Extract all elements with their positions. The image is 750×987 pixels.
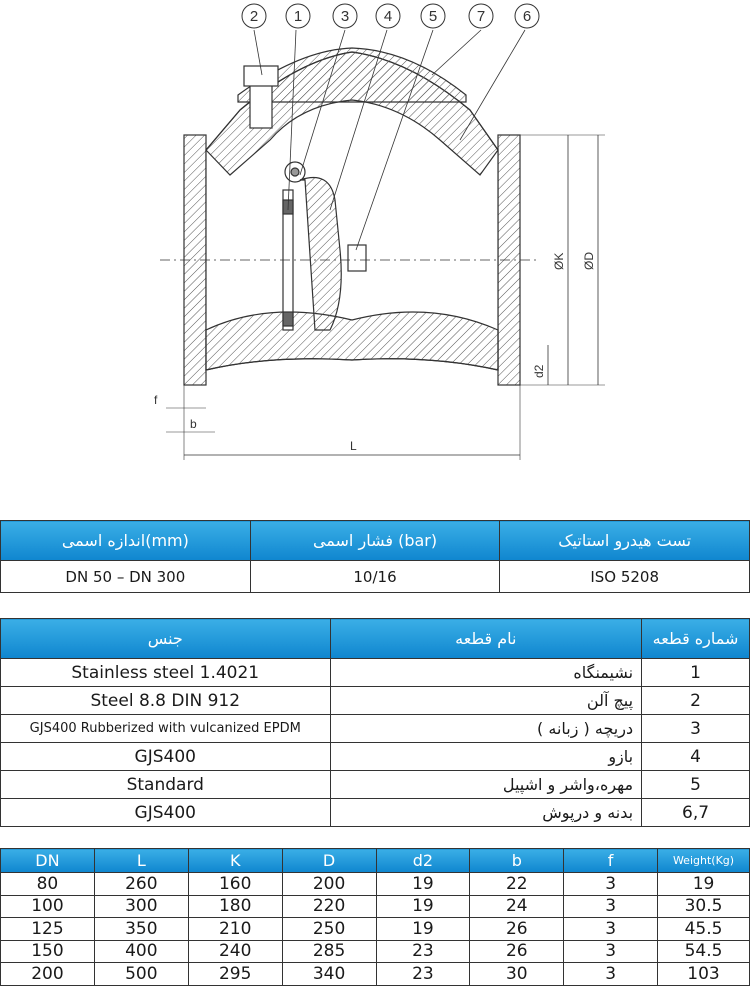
header-d: D [282, 849, 376, 873]
dim-label-L: L [350, 439, 357, 453]
cell-part-number: 3 [642, 715, 750, 743]
header-b: b [470, 849, 564, 873]
cell-part-number: 1 [642, 659, 750, 687]
cell-f: 3 [564, 895, 658, 918]
svg-text:6: 6 [522, 8, 532, 25]
cell-f: 3 [564, 873, 658, 896]
header-nominal-pressure: فشار اسمی (bar) [250, 521, 500, 561]
table-row [1, 659, 750, 687]
cell-d: 285 [282, 940, 376, 963]
cell-d2: 23 [376, 963, 470, 986]
cell-b: 30 [470, 963, 564, 986]
cell-k: 295 [188, 963, 282, 986]
cell-weight: 45.5 [658, 918, 750, 941]
cell-l: 260 [94, 873, 188, 896]
header-part-name: نام قطعه [330, 619, 642, 659]
balloon [286, 4, 310, 28]
cell-material: Standard [1, 771, 331, 799]
cell-part-name: بدنه و درپوش [330, 799, 642, 827]
cell-weight: 19 [658, 873, 750, 896]
nut-washer [348, 245, 366, 271]
table-row [1, 963, 750, 986]
dim-label-f: f [154, 393, 158, 407]
header-d2: d2 [376, 849, 470, 873]
cell-material: Stainless steel 1.4021 [1, 659, 331, 687]
dim-label-phiD: ØD [582, 252, 596, 270]
cell-dn: 125 [1, 918, 95, 941]
cell-f: 3 [564, 918, 658, 941]
cell-l: 300 [94, 895, 188, 918]
cell-b: 26 [470, 918, 564, 941]
value-nominal-pressure: 10/16 [250, 561, 500, 593]
header-hydro-test: تست هیدرو استاتیک [500, 521, 750, 561]
cell-k: 240 [188, 940, 282, 963]
table-row [1, 799, 750, 827]
cell-dn: 80 [1, 873, 95, 896]
header-weight: Weight(Kg) [658, 849, 750, 873]
cell-d: 340 [282, 963, 376, 986]
dim-label-phiK: ØK [552, 252, 566, 270]
cell-weight: 103 [658, 963, 750, 986]
table-row [1, 895, 750, 918]
value-nominal-size: DN 50 – DN 300 [1, 561, 251, 593]
cell-d2: 19 [376, 895, 470, 918]
header-f: f [564, 849, 658, 873]
table-row [1, 715, 750, 743]
cell-part-name: دریچه ( زبانه ) [330, 715, 642, 743]
cell-k: 160 [188, 873, 282, 896]
svg-text:2: 2 [249, 8, 259, 25]
balloon [333, 4, 357, 28]
svg-text:5: 5 [428, 8, 438, 25]
cell-f: 3 [564, 940, 658, 963]
cell-d: 250 [282, 918, 376, 941]
parts-table [0, 618, 750, 827]
table-row [1, 918, 750, 941]
cell-material: Steel 8.8 DIN 912 [1, 687, 331, 715]
header-l: L [94, 849, 188, 873]
table-row [1, 771, 750, 799]
cell-part-number: 2 [642, 687, 750, 715]
body-wall-bottom [206, 312, 498, 370]
cell-dn: 200 [1, 963, 95, 986]
table-row [1, 873, 750, 896]
cell-part-number: 5 [642, 771, 750, 799]
cell-part-name: نشیمنگاه [330, 659, 642, 687]
cell-part-number: 6,7 [642, 799, 750, 827]
cell-material: GJS400 [1, 799, 331, 827]
svg-text:3: 3 [340, 8, 350, 25]
cell-b: 24 [470, 895, 564, 918]
svg-text:7: 7 [476, 8, 486, 25]
cell-l: 400 [94, 940, 188, 963]
cell-f: 3 [564, 963, 658, 986]
svg-text:4: 4 [383, 8, 393, 25]
balloon [376, 4, 400, 28]
cell-k: 180 [188, 895, 282, 918]
cell-weight: 30.5 [658, 895, 750, 918]
cell-b: 26 [470, 940, 564, 963]
table-row [1, 940, 750, 963]
cell-part-name: پیچ آلن [330, 687, 642, 715]
cell-weight: 54.5 [658, 940, 750, 963]
cell-d: 220 [282, 895, 376, 918]
header-k: K [188, 849, 282, 873]
cell-b: 22 [470, 873, 564, 896]
cell-k: 210 [188, 918, 282, 941]
balloon [242, 4, 266, 28]
specs-table [0, 520, 750, 593]
cell-part-name: بازو [330, 743, 642, 771]
cell-part-number: 4 [642, 743, 750, 771]
balloon [421, 4, 445, 28]
cell-dn: 150 [1, 940, 95, 963]
dim-label-b: b [190, 417, 197, 431]
table-row [1, 687, 750, 715]
cell-l: 500 [94, 963, 188, 986]
svg-text:1: 1 [293, 8, 303, 25]
cell-l: 350 [94, 918, 188, 941]
cell-part-name: مهره،واشر و اشپیل [330, 771, 642, 799]
dimensions-table [0, 848, 750, 986]
cell-dn: 100 [1, 895, 95, 918]
balloon [515, 4, 539, 28]
cell-d2: 23 [376, 940, 470, 963]
header-dn: DN [1, 849, 95, 873]
header-material: جنس [1, 619, 331, 659]
cell-material: GJS400 [1, 743, 331, 771]
cell-d: 200 [282, 873, 376, 896]
dim-label-d2: d2 [532, 364, 546, 378]
value-hydro-test: ISO 5208 [500, 561, 750, 593]
cell-d2: 19 [376, 918, 470, 941]
table-row [1, 743, 750, 771]
cell-material: GJS400 Rubberized with vulcanized EPDM [1, 715, 331, 743]
header-nominal-size: اندازه اسمی(mm) [1, 521, 251, 561]
balloon [469, 4, 493, 28]
cell-d2: 19 [376, 873, 470, 896]
header-part-number: شماره قطعه [642, 619, 750, 659]
